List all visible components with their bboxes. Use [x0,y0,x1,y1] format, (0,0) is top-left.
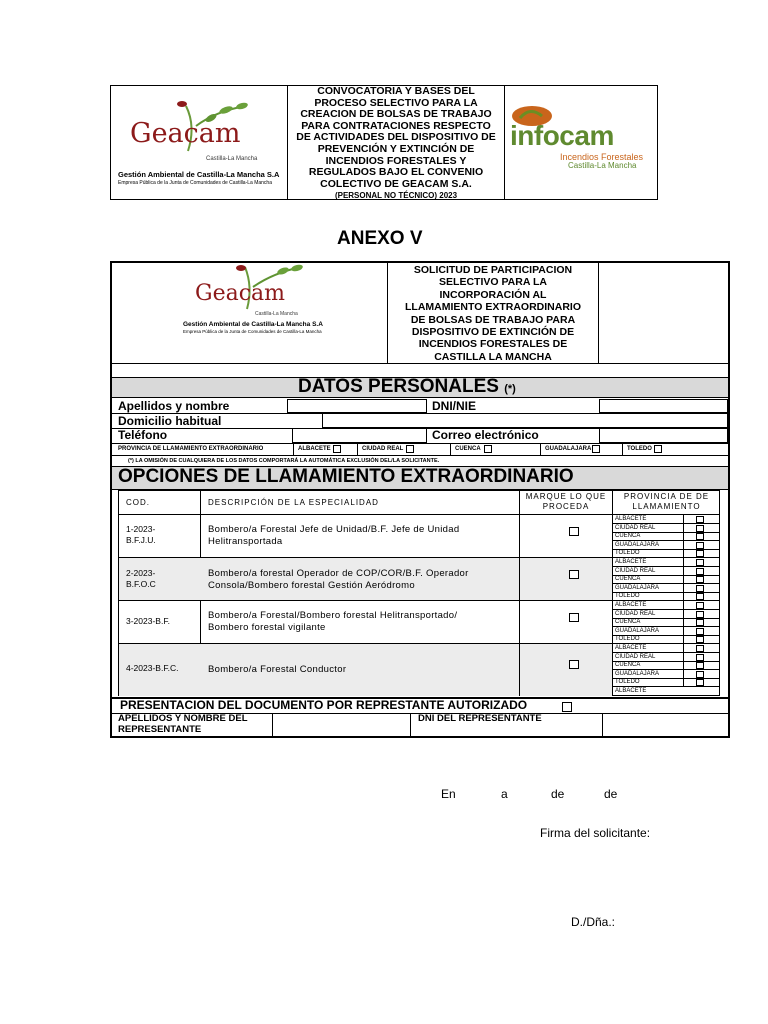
row4-cod: 4-2023-B.F.C. [126,663,179,673]
name-label: Apellidos y nombre [118,399,230,413]
province-subrow-label: CIUDAD REAL [615,567,656,574]
province-subrow-checkbox[interactable] [696,645,704,652]
province-subrow-label: GUADALAJARA [615,541,660,548]
province-subrow-checkbox[interactable] [696,533,704,540]
province-subrow-label: GUADALAJARA [615,627,660,634]
province-subrow-checkbox[interactable] [696,671,704,678]
province-subrow-checkbox[interactable] [696,576,704,583]
col-mark: MARQUE LO QUE PROCEDA [525,492,607,511]
infocam-brand: infocam [510,120,614,151]
province-subrow [613,687,719,696]
address-field[interactable] [322,413,728,428]
province-guadalajara-checkbox[interactable] [592,445,600,453]
province-subrow-checkbox[interactable] [696,542,704,549]
col-cod: COD. [126,498,150,507]
province-subrow-checkbox[interactable] [696,585,704,592]
province-subrow-label: ALBACETE [615,559,647,565]
province-subrow-label: CIUDAD REAL [615,653,656,660]
address-label: Domicilio habitual [118,414,222,428]
row2-cod: 2-2023- B.F.O.C [126,568,156,589]
omission-note: (*) LA OMISIÓN DE CUALQUIERA DE LOS DATOS COMPORTARÁ LA AUTOMÁTICA EXCLUSIÓN DEL/LA SOLICITANTE. [128,458,440,464]
province-subrow-label: ALBACETE [615,688,647,694]
row2-select-checkbox[interactable] [569,570,579,579]
infocam-line2: Castilla-La Mancha [568,161,637,170]
province-subrow-checkbox[interactable] [696,619,704,626]
province-subrow-checkbox[interactable] [696,636,704,643]
rep-dni-field[interactable] [603,713,728,737]
row4-desc: Bombero/a Forestal Conductor [208,664,347,675]
province-subrow-label: CIUDAD REAL [615,610,656,617]
province-subrow-label: CUENCA [615,619,641,626]
geacam-line2: Empresa Pública de la Junta de Comunidades de Castilla-La Mancha [118,180,272,186]
row3-cod: 3-2023-B.F. [126,616,170,626]
province-subrow-label: TOLEDO [615,679,640,686]
header-divider-2 [504,85,505,200]
province-subrow-checkbox[interactable] [696,525,704,532]
form-geacam-logo [183,263,333,343]
phone-field[interactable] [292,428,427,443]
header-subtitle: (PERSONAL NO TÉCNICO) 2023 [334,191,458,201]
rep-dni-label: DNI DEL REPRESENTANTE [418,713,542,724]
col-prov: PROVINCIA DE DE LLAMAMIENTO [623,492,710,511]
province-subrow-label: ALBACETE [615,602,647,608]
signer-name-label: D./Dña.: [571,915,616,929]
header-title: CONVOCATORIA Y BASES DEL PROCESO SELECTIVO PARA LA CREACION DE BOLSAS DE TRABAJO PARA CONTRATACIONES RESPECTO DE ACTIVIDADES DEL DISPOSITIVO DE PREVENCIÓN Y EXTINCIÓN DE INCENDIOS FORESTALES Y REGULADOS BAJO EL CONVENIO COLECTIVO DE GEACAM S.A. (PERSONAL NO TÉCNICO) 2023 [288,86,504,202]
infocam-logo [508,104,654,174]
row3-select-checkbox[interactable] [569,613,579,622]
geacam-logo [116,96,284,191]
name-field[interactable] [287,399,427,413]
dni-label: DNI/NIE [432,399,477,413]
row4-select-checkbox[interactable] [569,660,579,669]
province-subrow-checkbox[interactable] [696,679,704,686]
col-desc: DESCRIPCIÓN DE LA ESPECIALIDAD [208,498,379,507]
geacam-brand: Geacam [130,118,241,149]
province-subrow-label: CUENCA [615,533,641,540]
options-heading: OPCIONES DE LLAMAMIENTO EXTRAORDINARIO [118,466,574,487]
province-subrow-checkbox[interactable] [696,654,704,661]
personal-heading: DATOS PERSONALES (*) [298,376,516,397]
province-toledo-checkbox[interactable] [654,445,662,453]
province-subrow-label: TOLEDO [615,636,640,643]
representative-heading: PRESENTACION DEL DOCUMENTO POR REPRESTANTE AUTORIZADO [120,698,528,712]
province-subrow-label: TOLEDO [615,593,640,600]
province-subrow-label: CUENCA [615,576,641,583]
geacam-region: Castilla-La Mancha [206,156,258,162]
infocam-line1: Incendios Forestales [560,152,644,162]
province-subrow-label: CUENCA [615,662,641,669]
geacam-line1: Gestión Ambiental de Castilla-La Mancha S.A [118,170,280,179]
form-geacam-line2: Empresa Pública de la Junta de Comunidades de Castilla-La Mancha [183,329,322,334]
province-subrow-label: GUADALAJARA [615,670,660,677]
form-geacam-line1: Gestión Ambiental de Castilla-La Mancha S.A [183,321,323,328]
place-date-line: En a de de [441,787,618,801]
province-cuenca-checkbox[interactable] [484,445,492,453]
province-subrow-checkbox[interactable] [696,602,704,609]
form-title: SOLICITUD DE PARTICIPACION SELECTIVO PARA LA INCORPORACIÓN AL LLAMAMIENTO EXTRAORDINARIO DE BOLSAS DE TRABAJO PARA DISPOSITIVO DE EXTINCIÓN DE INCENDIOS FORESTALES DE CASTILLA LA MANCHA [405,264,581,363]
representative-checkbox[interactable] [562,702,572,712]
province-subrow-checkbox[interactable] [696,559,704,566]
email-label: Correo electrónico [432,428,539,442]
row1-cod: 1-2023- B.F.J.U. [126,524,156,545]
province-subrow-checkbox[interactable] [696,568,704,575]
row2-desc: Bombero/a forestal Operador de COP/COR/B.F. Operador Consola/Bombero forestal Gestión Aeródromo [208,568,469,591]
province-subrow-label: GUADALAJARA [615,584,660,591]
province-label: PROVINCIA DE LLAMAMIENTO EXTRAORDINARIO [118,446,264,452]
dni-field[interactable] [599,399,728,413]
province-subrow-label: ALBACETE [615,645,647,651]
province-subrow-checkbox[interactable] [696,611,704,618]
province-subrow-checkbox[interactable] [696,550,704,557]
province-subrow-checkbox[interactable] [696,516,704,523]
province-albacete-checkbox[interactable] [333,445,341,453]
form-geacam-region: Castilla-La Mancha [255,311,298,317]
row1-select-checkbox[interactable] [569,527,579,536]
province-ciudad-real-checkbox[interactable] [406,445,414,453]
phone-label: Teléfono [118,428,168,442]
province-subrow-label: ALBACETE [615,516,647,522]
rep-name-label: APELLIDOS Y NOMBRE DEL REPRESENTANTE [118,713,248,735]
signature-label: Firma del solicitante: [540,826,651,840]
row3-desc: Bombero/a Forestal/Bombero forestal Helitransportado/ Bombero forestal vigilante [208,610,458,633]
province-subrow-checkbox[interactable] [696,662,704,669]
row1-desc: Bombero/a Forestal Jefe de Unidad/B.F. Jefe de Unidad Helitransportada [208,524,460,547]
province-subrow-label: CIUDAD REAL [615,524,656,531]
email-field[interactable] [599,428,728,443]
province-subrow-checkbox[interactable] [696,593,704,600]
form-geacam-brand: Geacam [195,281,286,306]
annex-title: ANEXO V [337,228,423,249]
rep-name-field[interactable] [272,713,410,737]
province-subrow-label: TOLEDO [615,550,640,557]
province-subrow-checkbox[interactable] [696,628,704,635]
